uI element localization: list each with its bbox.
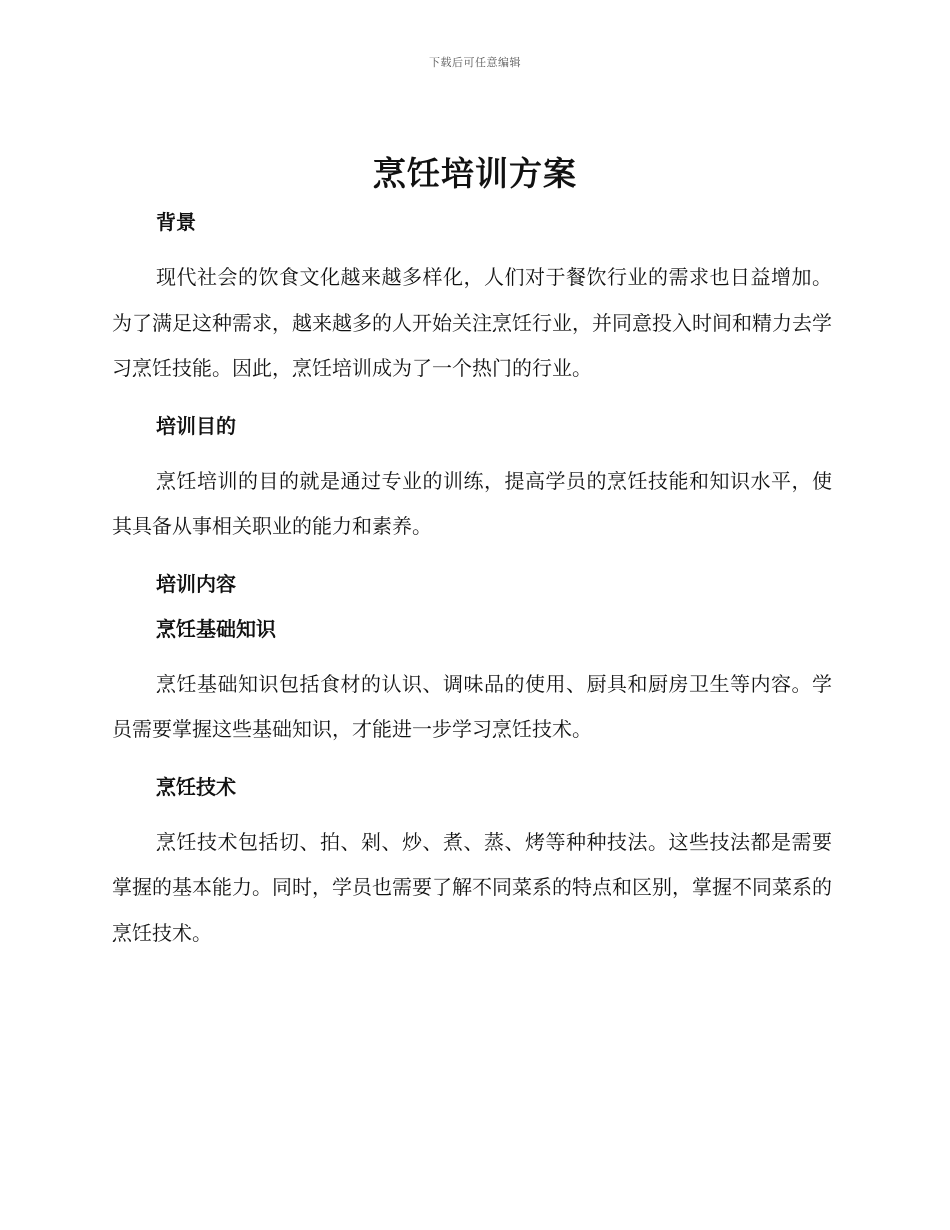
page-header-note: 下载后可任意编辑 <box>429 56 521 69</box>
paragraph-purpose: 烹饪培训的目的就是通过专业的训练，提高学员的烹饪技能和知识水平，使其具备从事相关职业的能力和素养。 <box>112 468 832 538</box>
section-heading-background: 背景 <box>156 210 196 234</box>
section-heading-content: 培训内容 <box>156 571 236 596</box>
subsection-heading-basics: 烹饪基础知识 <box>156 616 276 641</box>
paragraph-techniques: 烹饪技术包括切、拍、剁、炒、煮、蒸、烤等种种技法。这些技法都是需要掌握的基本能力。同时，学员也需要了解不同菜系的特点和区别，掌握不同菜系的烹饪技术。 <box>112 829 832 945</box>
document-title: 烹饪培训方案 <box>373 154 577 193</box>
subsection-heading-techniques: 烹饪技术 <box>156 774 236 799</box>
document-body <box>112 200 832 956</box>
section-heading-purpose: 培训目的 <box>156 413 236 438</box>
paragraph-background: 现代社会的饮食文化越来越多样化，人们对于餐饮行业的需求也日益增加。为了满足这种需求，越来越多的人开始关注烹饪行业，并同意投入时间和精力去学习烹饪技能。因此，烹饪培训成为了一个热门的行业。 <box>112 265 832 380</box>
paragraph-basics: 烹饪基础知识包括食材的认识、调味品的使用、厨具和厨房卫生等内容。学员需要掌握这些基础知识，才能进一步学习烹饪技术。 <box>112 671 832 741</box>
